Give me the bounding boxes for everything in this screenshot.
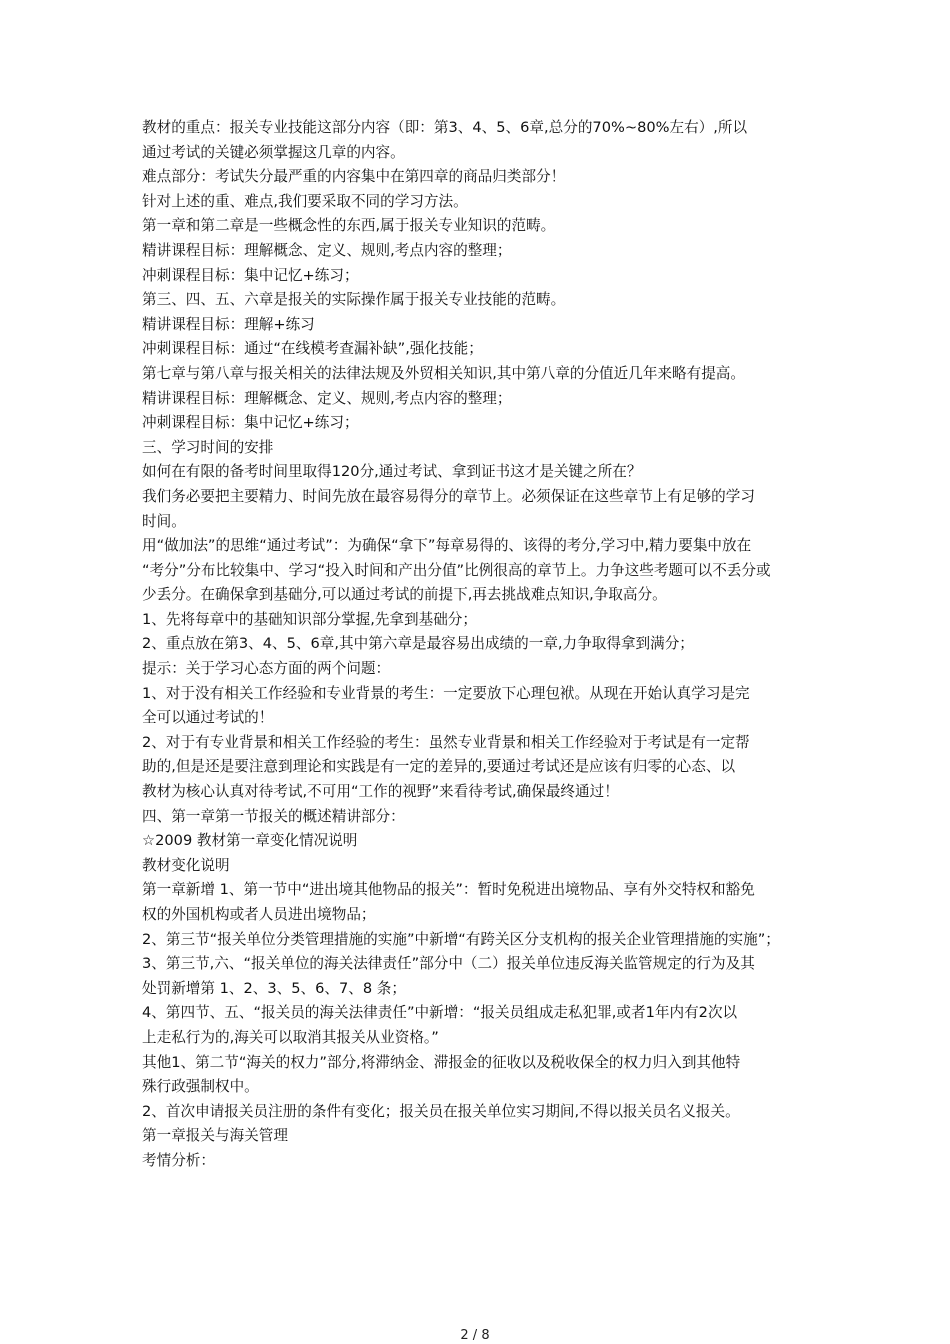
text-line: 第一章新增 1、第一节中“进出境其他物品的报关”：暂时免税进出境物品、享有外交特权和豁免 bbox=[142, 881, 755, 899]
text-line: 2、首次申请报关员注册的条件有变化；报关员在报关单位实习期间,不得以报关员名义报关。 bbox=[142, 1102, 740, 1120]
text-line: 2、第三节“报关单位分类管理措施的实施”中新增“有跨关区分支机构的报关企业管理措施的实施”； bbox=[142, 930, 780, 948]
text-line: 4、第四节、五、“报关员的海关法律责任”中新增：“报关员组成走私犯罪,或者1年内有2次以 bbox=[142, 1004, 738, 1022]
text-line: 殊行政强制权中。 bbox=[142, 1078, 259, 1096]
text-line: 冲刺课程目标：集中记忆+练习； bbox=[142, 414, 359, 432]
text-line: 如何在有限的备考时间里取得120分,通过考试、拿到证书这才是关键之所在？ bbox=[142, 463, 642, 481]
text-line: 3、第三节,六、“报关单位的海关法律责任”部分中（二）报关单位违反海关监管规定的行为及其 bbox=[142, 955, 755, 973]
text-line: 提示：关于学习心态方面的两个问题： bbox=[142, 660, 391, 678]
text-line: 第三、四、五、六章是报关的实际操作属于报关专业技能的范畴。 bbox=[142, 291, 566, 309]
text-line: 精讲课程目标：理解概念、定义、规则,考点内容的整理； bbox=[142, 241, 512, 259]
text-line: 2、对于有专业背景和相关工作经验的考生：虽然专业背景和相关工作经验对于考试是有一定帮 bbox=[142, 733, 750, 751]
text-line: 权的外国机构或者人员进出境物品； bbox=[142, 906, 376, 923]
text-line: 时间。 bbox=[142, 512, 186, 530]
text-line: 少丢分。在确保拿到基础分,可以通过考试的前提下,再去挑战难点知识,争取高分。 bbox=[142, 586, 667, 604]
page-number: 2 / 8 bbox=[460, 1328, 490, 1343]
text-line: 第七章与第八章与报关相关的法律法规及外贸相关知识,其中第八章的分值近几年来略有提高。 bbox=[142, 364, 745, 382]
text-line: 1、对于没有相关工作经验和专业背景的考生：一定要放下心理包袱。从现在开始认真学习是完 bbox=[142, 684, 750, 702]
text-line: 其他1、第二节“海关的权力”部分,将滞纳金、滞报金的征收以及税收保全的权力归入到其他特 bbox=[142, 1053, 741, 1071]
text-line: 处罚新增第 1、2、3、5、6、7、8 条； bbox=[142, 979, 406, 997]
text-line: 精讲课程目标：理解+练习 bbox=[142, 315, 315, 333]
text-line: 教材的重点：报关专业技能这部分内容（即：第3、4、5、6章,总分的70%~80%左右）,所以 bbox=[142, 119, 748, 136]
text-line: 冲刺课程目标：集中记忆+练习； bbox=[142, 266, 359, 284]
text-line: 1、先将每章中的基础知识部分掌握,先拿到基础分； bbox=[142, 610, 477, 628]
text-line: “考分”分布比较集中、学习“投入时间和产出分值”比例很高的章节上。力争这些考题可以不丢分或 bbox=[142, 561, 771, 579]
text-line: 冲刺课程目标：通过“在线模考查漏补缺”,强化技能； bbox=[142, 340, 483, 358]
text-line: ☆2009 教材第一章变化情况说明 bbox=[142, 832, 358, 850]
text-line: 第一章和第二章是一些概念性的东西,属于报关专业知识的范畴。 bbox=[142, 217, 556, 235]
text-line: 我们务必要把主要精力、时间先放在最容易得分的章节上。必须保证在这些章节上有足够的学习 bbox=[142, 487, 755, 505]
text-line: 通过考试的关键必须掌握这几章的内容。 bbox=[142, 143, 405, 161]
text-line: 针对上述的重、难点,我们要采取不同的学习方法。 bbox=[142, 192, 468, 210]
text-line: 教材为核心认真对待考试,不可用“工作的视野”来看待考试,确保最终通过！ bbox=[142, 783, 619, 801]
text-line: 全可以通过考试的！ bbox=[142, 709, 274, 727]
document-body bbox=[142, 116, 822, 1174]
text-line: 三、学习时间的安排 bbox=[142, 438, 274, 456]
text-line: 上走私行为的,海关可以取消其报关从业资格。” bbox=[142, 1028, 439, 1046]
text-line: 助的,但是还是要注意到理论和实践是有一定的差异的,要通过考试还是应该有归零的心态、以 bbox=[142, 758, 736, 776]
text-line: 四、第一章第一节报关的概述精讲部分： bbox=[142, 807, 405, 825]
text-line: 2、重点放在第3、4、5、6章,其中第六章是最容易出成绩的一章,力争取得拿到满分； bbox=[142, 635, 694, 653]
text-line: 精讲课程目标：理解概念、定义、规则,考点内容的整理； bbox=[142, 389, 512, 407]
text-line: 用“做加法”的思维“通过考试”：为确保“拿下”每章易得的、该得的考分,学习中,精力要集中放在 bbox=[142, 537, 752, 555]
text-line: 难点部分：考试失分最严重的内容集中在第四章的商品归类部分！ bbox=[142, 168, 566, 186]
text-line: 考情分析： bbox=[142, 1151, 215, 1169]
text-line: 教材变化说明 bbox=[142, 856, 230, 874]
text-line: 第一章报关与海关管理 bbox=[142, 1127, 288, 1145]
